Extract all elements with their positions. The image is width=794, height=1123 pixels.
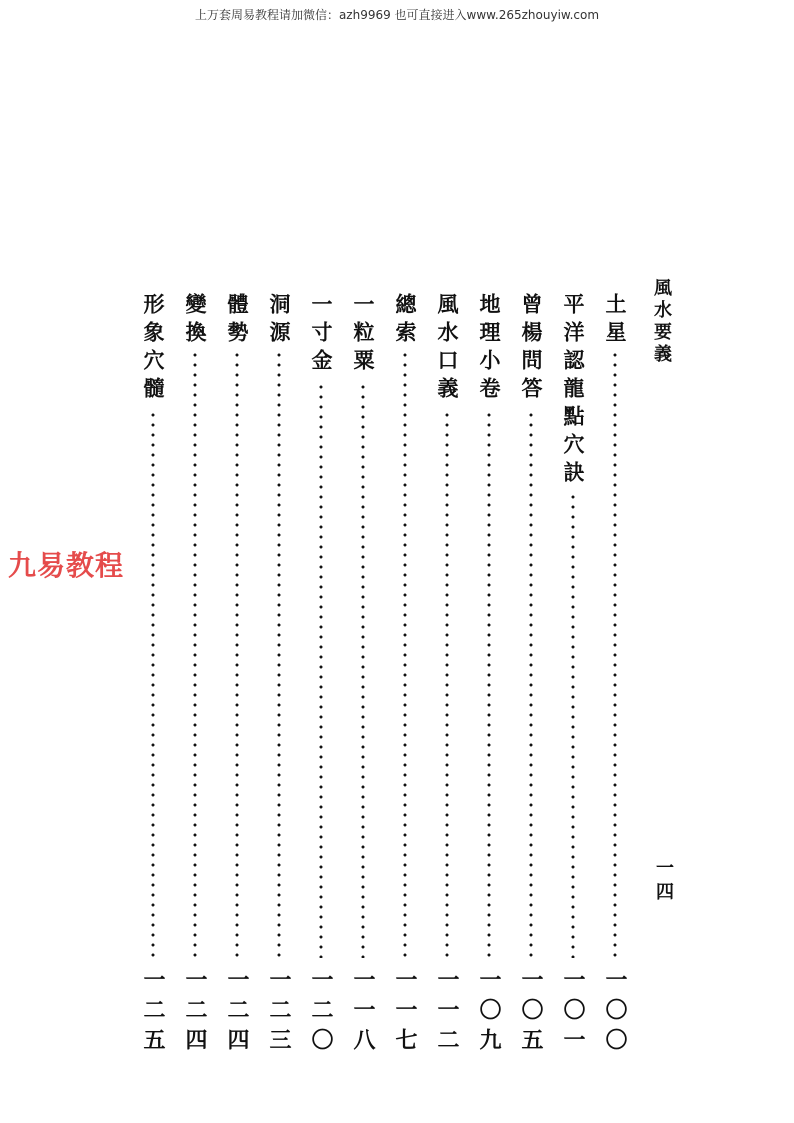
toc-entry-title: 土星 bbox=[603, 293, 628, 349]
toc-entry-page: 一二五 bbox=[140, 968, 166, 1058]
toc-entry-page: 一一二 bbox=[434, 968, 460, 1058]
dot-leader bbox=[571, 492, 575, 958]
toc-entry-page: 一二三 bbox=[266, 968, 292, 1058]
dot-leader bbox=[403, 350, 407, 958]
toc-entry-title: 風水口義 bbox=[435, 293, 460, 405]
toc-entry-title: 一寸金 bbox=[309, 293, 334, 377]
dot-leader bbox=[151, 410, 155, 958]
dot-leader bbox=[277, 350, 281, 958]
toc-entry-page: 一〇五 bbox=[518, 968, 544, 1058]
dot-leader bbox=[529, 410, 533, 958]
page-folio: 一四 bbox=[653, 858, 674, 906]
book-title: 風水要義 bbox=[651, 278, 672, 366]
toc-entry-page: 一〇〇 bbox=[602, 968, 628, 1058]
toc-entry-title: 體勢 bbox=[225, 293, 250, 349]
toc-entry-title: 地理小卷 bbox=[477, 293, 502, 405]
toc-entry-page: 一一七 bbox=[392, 968, 418, 1058]
toc-entry-title: 洞源 bbox=[267, 293, 292, 349]
toc-entry-page: 一二〇 bbox=[308, 968, 334, 1058]
dot-leader bbox=[487, 410, 491, 958]
toc-entry-page: 一〇九 bbox=[476, 968, 502, 1058]
toc-entry-title: 曾楊問答 bbox=[519, 293, 544, 405]
toc-entry-page: 一二四 bbox=[224, 968, 250, 1058]
toc-entry-title: 平洋認龍點穴訣 bbox=[561, 293, 586, 489]
toc-entry-title: 總索 bbox=[393, 293, 418, 349]
watermark: 九易教程 bbox=[8, 549, 125, 582]
toc-entry-title: 變換 bbox=[183, 293, 208, 349]
dot-leader bbox=[235, 350, 239, 958]
toc-entry-page: 一一八 bbox=[350, 968, 376, 1058]
dot-leader bbox=[361, 382, 365, 958]
toc-entry-title: 形象穴髓 bbox=[141, 293, 166, 405]
dot-leader bbox=[613, 350, 617, 958]
toc-entry-page: 一二四 bbox=[182, 968, 208, 1058]
toc-entry-title: 一粒粟 bbox=[351, 293, 376, 377]
dot-leader bbox=[319, 382, 323, 958]
toc-entry-page: 一〇一 bbox=[560, 968, 586, 1058]
page-header: 上万套周易教程请加微信：azh9969 也可直接进入www.265zhouyiw.com bbox=[194, 8, 600, 22]
dot-leader bbox=[445, 410, 449, 958]
dot-leader bbox=[193, 350, 197, 958]
